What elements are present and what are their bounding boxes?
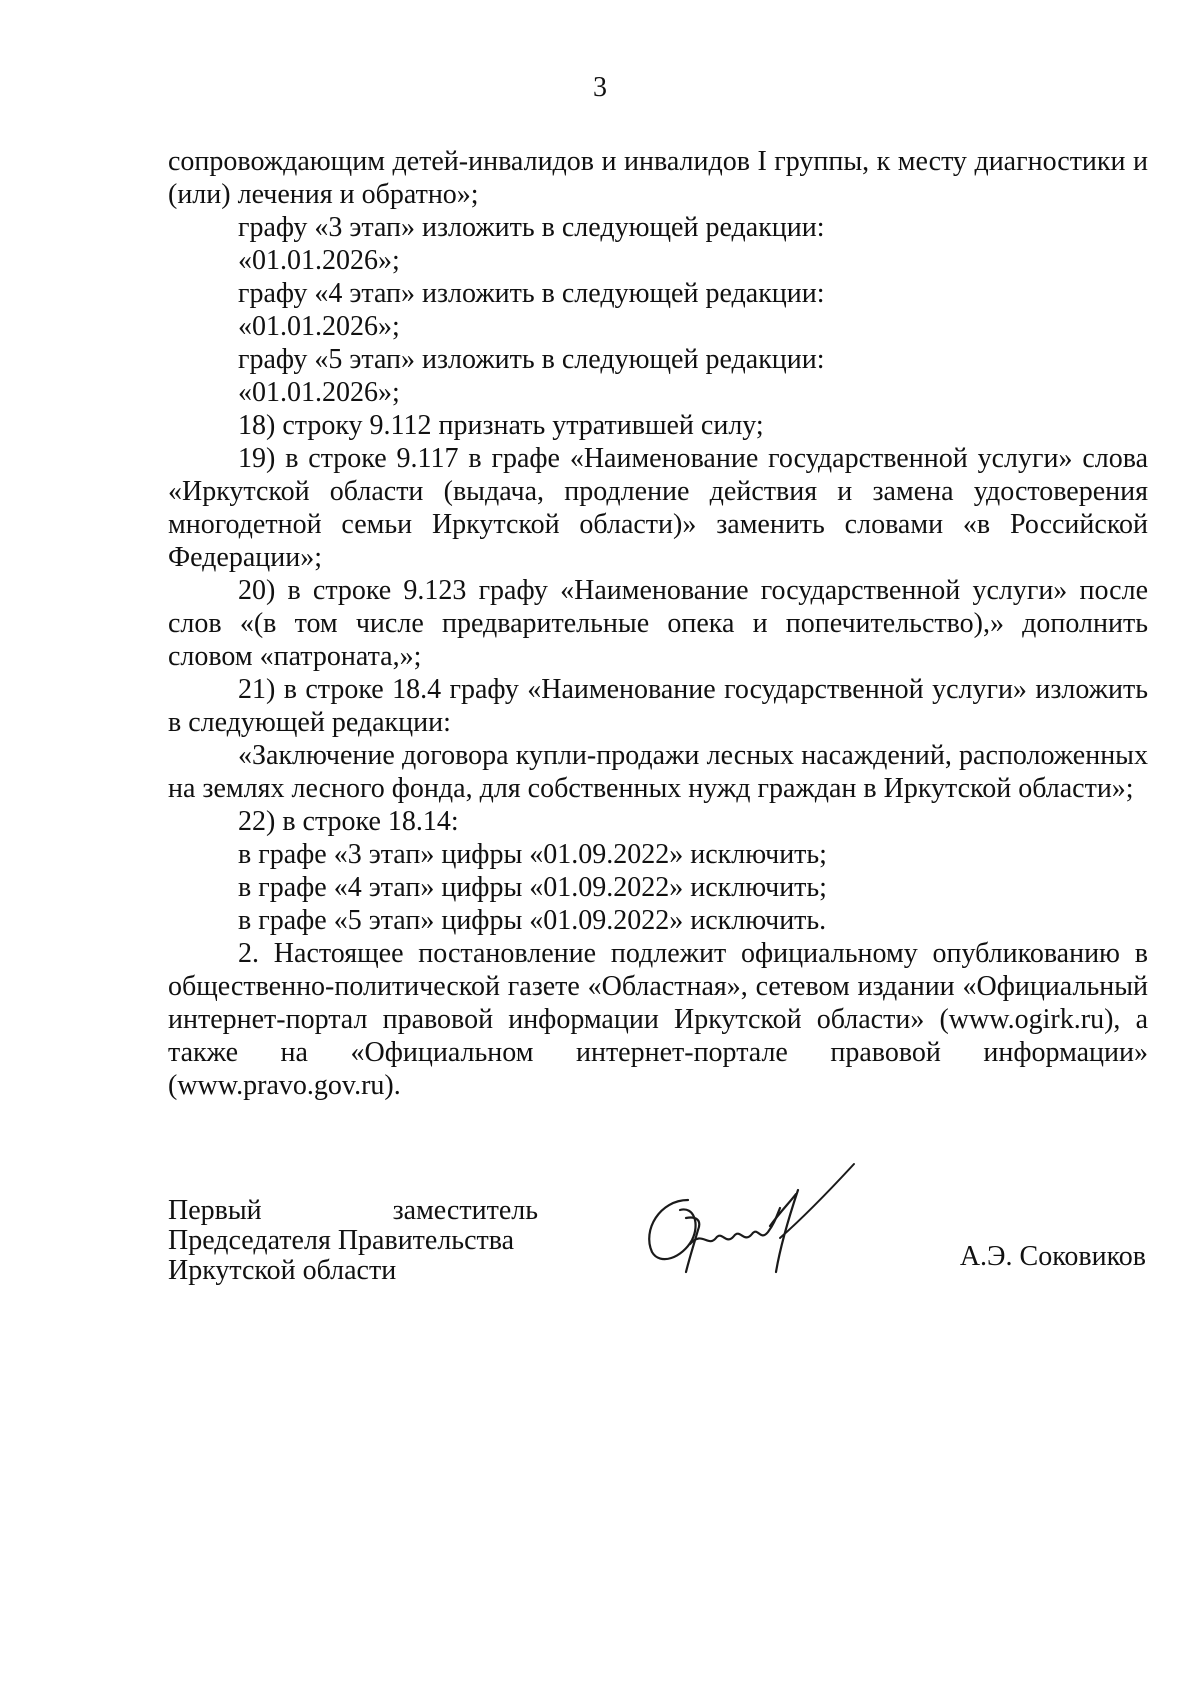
paragraph: «01.01.2026»; (238, 311, 400, 342)
paragraph: 2. Настоящее постановление подлежит официальному опубликованию в общественно-политической газете «Областная», сетевом издании «Официальный интернет-портал правовой информации Иркутской области» (www.ogirk.ru), а также на «Официальном интернет-портале правовой информации» (www.pravo.gov.ru). (168, 938, 1148, 1101)
paragraph: сопровождающим детей-инвалидов и инвалидов I группы, к месту диагностики и (или) лечения и обратно»; (168, 146, 1148, 210)
signatory-title-line: Первый заместитель (168, 1195, 538, 1226)
paragraph: 22) в строке 18.14: (238, 806, 459, 837)
document-body (168, 145, 1148, 1102)
paragraph: в графе «5 этап» цифры «01.09.2022» исключить. (238, 905, 827, 936)
paragraph: «01.01.2026»; (238, 377, 400, 408)
paragraph: в графе «4 этап» цифры «01.09.2022» исключить; (238, 872, 827, 903)
handwritten-signature (630, 1160, 870, 1280)
paragraph: «Заключение договора купли-продажи лесных насаждений, расположенных на землях лесного фонда, для собственных нужд граждан в Иркутской области»; (168, 740, 1148, 804)
paragraph: в графе «3 этап» цифры «01.09.2022» исключить; (238, 839, 827, 870)
signatory-title-line: Иркутской области (168, 1255, 397, 1286)
signatory-title-line: Председателя Правительства (168, 1225, 515, 1256)
paragraph: графу «5 этап» изложить в следующей редакции: (238, 344, 825, 375)
paragraph: 21) в строке 18.4 графу «Наименование государственной услуги» изложить в следующей редакции: (168, 674, 1148, 738)
paragraph: 20) в строке 9.123 графу «Наименование государственной услуги» после слов «(в том числе предварительные опека и попечительство),» дополнить словом «патроната,»; (168, 575, 1148, 672)
signer-name: А.Э. Соковиков (959, 1241, 1146, 1272)
paragraph: 19) в строке 9.117 в графе «Наименование государственной услуги» слова «Иркутской области (выдача, продление действия и замена удостоверения многодетной семьи Иркутской области)» заменить словами «в Российской Федерации»; (168, 443, 1148, 573)
signatory-title (168, 1196, 538, 1286)
paragraph: графу «3 этап» изложить в следующей редакции: (238, 212, 825, 243)
paragraph: «01.01.2026»; (238, 245, 400, 276)
paragraph: графу «4 этап» изложить в следующей редакции: (238, 278, 825, 309)
paragraph: 18) строку 9.112 признать утратившей силу; (238, 410, 764, 441)
page-number: 3 (593, 72, 607, 103)
